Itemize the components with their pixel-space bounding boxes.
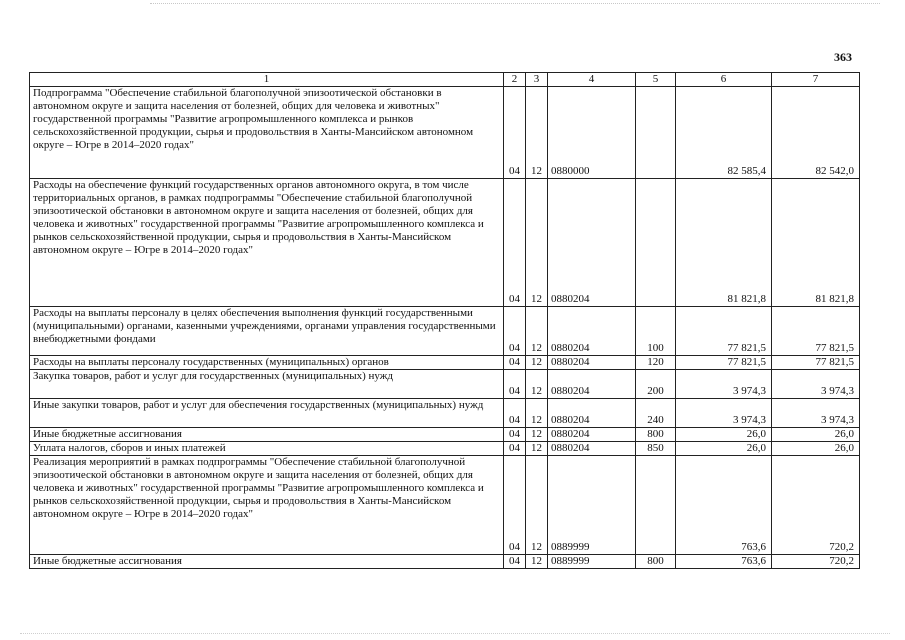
row-col-7: 3 974,3 xyxy=(772,399,860,428)
row-col-3: 12 xyxy=(526,307,548,356)
row-col-5: 800 xyxy=(636,555,676,569)
row-col-5 xyxy=(636,179,676,307)
row-col-6: 763,6 xyxy=(676,555,772,569)
row-col-4: 0880204 xyxy=(548,179,636,307)
header-col-1: 1 xyxy=(30,73,504,87)
row-col-5: 240 xyxy=(636,399,676,428)
row-name: Закупка товаров, работ и услуг для государственных (муниципальных) нужд xyxy=(30,370,504,399)
table-row xyxy=(30,87,860,179)
row-col-4: 0880204 xyxy=(548,307,636,356)
row-col-2: 04 xyxy=(504,87,526,179)
row-col-7: 720,2 xyxy=(772,456,860,555)
table-row xyxy=(30,428,860,442)
scan-artifact-top xyxy=(150,3,880,5)
row-col-6: 77 821,5 xyxy=(676,307,772,356)
row-col-6: 763,6 xyxy=(676,456,772,555)
table-header-row xyxy=(30,73,860,87)
row-col-2: 04 xyxy=(504,356,526,370)
row-name: Иные бюджетные ассигнования xyxy=(30,428,504,442)
row-col-7: 3 974,3 xyxy=(772,370,860,399)
row-col-7: 77 821,5 xyxy=(772,356,860,370)
row-col-2: 04 xyxy=(504,555,526,569)
row-col-7: 720,2 xyxy=(772,555,860,569)
row-col-2: 04 xyxy=(504,442,526,456)
row-col-4: 0880000 xyxy=(548,87,636,179)
budget-table xyxy=(29,72,860,569)
row-name: Уплата налогов, сборов и иных платежей xyxy=(30,442,504,456)
table-row xyxy=(30,370,860,399)
header-col-6: 6 xyxy=(676,73,772,87)
row-col-2: 04 xyxy=(504,370,526,399)
row-col-2: 04 xyxy=(504,399,526,428)
row-col-7: 26,0 xyxy=(772,428,860,442)
row-col-6: 77 821,5 xyxy=(676,356,772,370)
row-name: Иные бюджетные ассигнования xyxy=(30,555,504,569)
row-col-5: 120 xyxy=(636,356,676,370)
row-col-4: 0880204 xyxy=(548,442,636,456)
header-col-3: 3 xyxy=(526,73,548,87)
row-col-6: 82 585,4 xyxy=(676,87,772,179)
row-col-3: 12 xyxy=(526,456,548,555)
row-col-3: 12 xyxy=(526,87,548,179)
row-col-4: 0880204 xyxy=(548,428,636,442)
table-row xyxy=(30,456,860,555)
page-number: 363 xyxy=(834,50,852,64)
header-col-5: 5 xyxy=(636,73,676,87)
row-col-2: 04 xyxy=(504,307,526,356)
row-col-4: 0889999 xyxy=(548,456,636,555)
header-col-2: 2 xyxy=(504,73,526,87)
scan-artifact-bottom xyxy=(20,633,890,635)
row-name: Расходы на выплаты персоналу государственных (муниципальных) органов xyxy=(30,356,504,370)
row-col-3: 12 xyxy=(526,399,548,428)
row-col-6: 26,0 xyxy=(676,428,772,442)
row-col-5 xyxy=(636,456,676,555)
table-row xyxy=(30,307,860,356)
row-col-2: 04 xyxy=(504,179,526,307)
row-col-7: 26,0 xyxy=(772,442,860,456)
row-col-7: 77 821,5 xyxy=(772,307,860,356)
row-name: Подпрограмма "Обеспечение стабильной благополучной эпизоотической обстановки в автономном округе и защита населения от болезней, общих для человека и животных" государственной программы "Развитие агропромышленного комплекса и рынков сельскохозяйственной продукции, сырья и продовольствия в Ханты-Мансийском автономном округе – Югре в 2014–2020 годах" xyxy=(30,87,504,179)
row-col-3: 12 xyxy=(526,428,548,442)
row-name: Иные закупки товаров, работ и услуг для обеспечения государственных (муниципальных) нужд xyxy=(30,399,504,428)
row-col-4: 0889999 xyxy=(548,555,636,569)
row-col-5: 100 xyxy=(636,307,676,356)
row-col-5: 800 xyxy=(636,428,676,442)
row-name: Реализация мероприятий в рамках подпрограммы "Обеспечение стабильной благополучной эпизоотической обстановки в автономном округе и защита населения от болезней, общих для человека и животных" государственной программы "Развитие агропромышленного комплекса и рынков сельскохозяйственной продукции, сырья и продовольствия в Ханты-Мансийском автономном округе – Югре в 2014–2020 годах" xyxy=(30,456,504,555)
row-col-3: 12 xyxy=(526,442,548,456)
table-row xyxy=(30,442,860,456)
row-col-5: 850 xyxy=(636,442,676,456)
row-col-6: 3 974,3 xyxy=(676,399,772,428)
row-col-6: 3 974,3 xyxy=(676,370,772,399)
row-col-6: 81 821,8 xyxy=(676,179,772,307)
row-col-2: 04 xyxy=(504,428,526,442)
table-row xyxy=(30,399,860,428)
row-name: Расходы на обеспечение функций государственных органов автономного округа, в том числе территориальных органов, в рамках подпрограммы "Обеспечение стабильной благополучной эпизоотической обстановки в автономном округе и защита населения от болезней, общих для человека и животных" государственной программы "Развитие агропромышленного комплекса и рынков сельскохозяйственной продукции, сырья и продовольствия в Ханты-Мансийском автономном округе – Югре в 2014–2020 годах" xyxy=(30,179,504,307)
row-col-3: 12 xyxy=(526,356,548,370)
row-col-5: 200 xyxy=(636,370,676,399)
row-col-3: 12 xyxy=(526,370,548,399)
row-col-4: 0880204 xyxy=(548,356,636,370)
row-name: Расходы на выплаты персоналу в целях обеспечения выполнения функций государственными (муниципальными) органами, казенными учреждениями, органами управления государственными внебюджетными фондами xyxy=(30,307,504,356)
row-col-7: 81 821,8 xyxy=(772,179,860,307)
row-col-5 xyxy=(636,87,676,179)
table-row xyxy=(30,555,860,569)
row-col-6: 26,0 xyxy=(676,442,772,456)
table-row xyxy=(30,179,860,307)
row-col-4: 0880204 xyxy=(548,399,636,428)
row-col-3: 12 xyxy=(526,179,548,307)
table-row xyxy=(30,356,860,370)
row-col-2: 04 xyxy=(504,456,526,555)
header-col-7: 7 xyxy=(772,73,860,87)
row-col-7: 82 542,0 xyxy=(772,87,860,179)
row-col-4: 0880204 xyxy=(548,370,636,399)
row-col-3: 12 xyxy=(526,555,548,569)
header-col-4: 4 xyxy=(548,73,636,87)
